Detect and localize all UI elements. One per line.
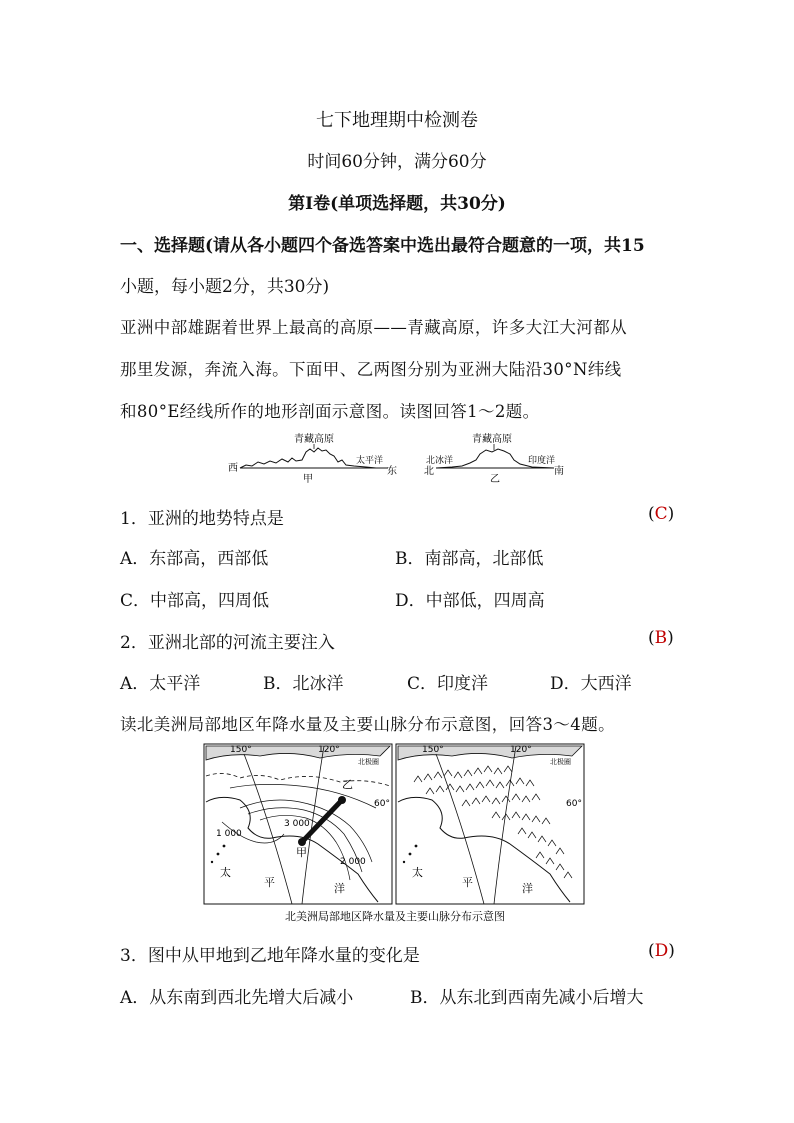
mountain-lon120-label: 120°	[510, 745, 532, 755]
profile-jia-ocean-label: 太平洋	[356, 456, 384, 466]
map-figure	[200, 742, 590, 924]
section-instruction-line2: 小题，每小题2分，共30分)	[120, 277, 330, 297]
part-heading: 第Ⅰ卷(单项选择题，共30分)	[288, 194, 506, 214]
mountain-arctic-label: 北极圈	[550, 758, 571, 766]
mountain-lat60-label: 60°	[566, 799, 582, 809]
profile-jia-peak-label: 青藏高原	[294, 434, 334, 445]
question-3-answer-letter: D	[654, 941, 669, 961]
mountain-ocean-char-1: 太	[412, 866, 423, 879]
profile-figure-jia	[226, 430, 406, 485]
precip-island-1	[217, 853, 220, 856]
passage2: 读北美洲局部地区年降水量及主要山脉分布示意图，回答3～4题。	[120, 715, 615, 734]
question-1-option-b: B．南部高，北部低	[395, 549, 544, 569]
precip-island-2	[223, 845, 226, 848]
question-1-option-a: A．东部高，西部低	[120, 549, 269, 569]
mountain-lon150-label: 150°	[422, 745, 444, 755]
precip-lon120-label: 120°	[318, 745, 340, 755]
mountain-ocean-char-2: 平	[462, 876, 473, 889]
question-3-option-b: B．从东北到西南先减小后增大	[410, 988, 644, 1008]
mountain-island-3	[403, 861, 405, 863]
profile-jia-caption: 甲	[303, 474, 313, 485]
question-2-option-d: D．大西洋	[550, 674, 632, 694]
map-caption: 北美洲局部地区降水量及主要山脉分布示意图	[285, 910, 505, 923]
mountain-map-frame	[396, 744, 584, 904]
profile-yi-north-label: 北	[424, 466, 434, 477]
profile-yi-caption: 乙	[490, 474, 500, 485]
precip-arctic-label: 北极圈	[358, 758, 379, 766]
page-title: 七下地理期中检测卷	[316, 110, 478, 131]
transect-point-jia	[298, 838, 306, 846]
mountain-island-1	[409, 853, 412, 856]
passage1-line2: 那里发源，奔流入海。下面甲、乙两图分别为亚洲大陆沿30°N纬线	[120, 360, 622, 379]
profile-yi-peak-label: 青藏高原	[472, 434, 512, 445]
question-1-option-d: D．中部低，四周高	[395, 591, 545, 611]
profile-yi-indian-label: 印度洋	[528, 456, 556, 466]
precipitation-map-panel	[204, 744, 392, 904]
profile-jia-east-label: 东	[387, 466, 397, 477]
profile-jia-west-label: 西	[228, 463, 238, 474]
precip-ocean-char-2: 平	[264, 876, 275, 889]
mountain-map-panel	[396, 744, 584, 904]
section-instruction-line1: 一、选择题(请从各小题四个备选答案中选出最符合题意的一项，共15	[120, 236, 645, 256]
mountain-island-2	[415, 845, 418, 848]
question-1-answer: (C)	[648, 504, 675, 524]
isohyet-1000-label: 1 000	[216, 829, 242, 839]
question-2-option-a: A．太平洋	[120, 674, 201, 694]
precip-ocean-char-3: 洋	[334, 882, 345, 895]
transect-point-yi	[338, 796, 346, 804]
question-3-stem: 3．图中从甲地到乙地年降水量的变化是	[120, 946, 420, 966]
question-2-option-b: B．北冰洋	[263, 674, 344, 694]
profile-yi-south-label: 南	[554, 466, 564, 477]
map-yi-label: 乙	[342, 778, 353, 791]
question-2-stem: 2．亚洲北部的河流主要注入	[120, 633, 335, 653]
question-2-option-c: C．印度洋	[407, 674, 489, 694]
profile-figure-yi	[422, 430, 572, 485]
passage1-line3: 和80°E经线所作的地形剖面示意图。读图回答1～2题。	[120, 402, 540, 421]
mountain-ocean-char-3: 洋	[522, 882, 533, 895]
question-2-answer: (B)	[648, 628, 674, 648]
precip-lon150-label: 150°	[230, 745, 252, 755]
question-1-option-c: C．中部高，四周低	[120, 591, 270, 611]
precip-island-3	[211, 861, 213, 863]
question-1-answer-letter: C	[654, 504, 668, 524]
profile-yi-arctic-label: 北冰洋	[426, 456, 454, 466]
passage1-line1: 亚洲中部雄踞着世界上最高的高原——青藏高原，许多大江大河都从	[120, 318, 627, 337]
question-3-answer: (D)	[648, 941, 675, 961]
question-1-stem: 1．亚洲的地势特点是	[120, 509, 284, 529]
question-2-answer-letter: B	[654, 628, 668, 648]
precip-lat60-label: 60°	[374, 799, 390, 809]
precip-ocean-char-1: 太	[220, 866, 231, 879]
isohyet-2000-label: 2 000	[340, 857, 366, 867]
map-jia-label: 甲	[296, 846, 307, 859]
question-3-option-a: A．从东南到西北先增大后减小	[120, 988, 354, 1008]
exam-subtitle: 时间60分钟，满分60分	[307, 152, 487, 172]
isohyet-3000-label: 3 000	[284, 819, 310, 829]
